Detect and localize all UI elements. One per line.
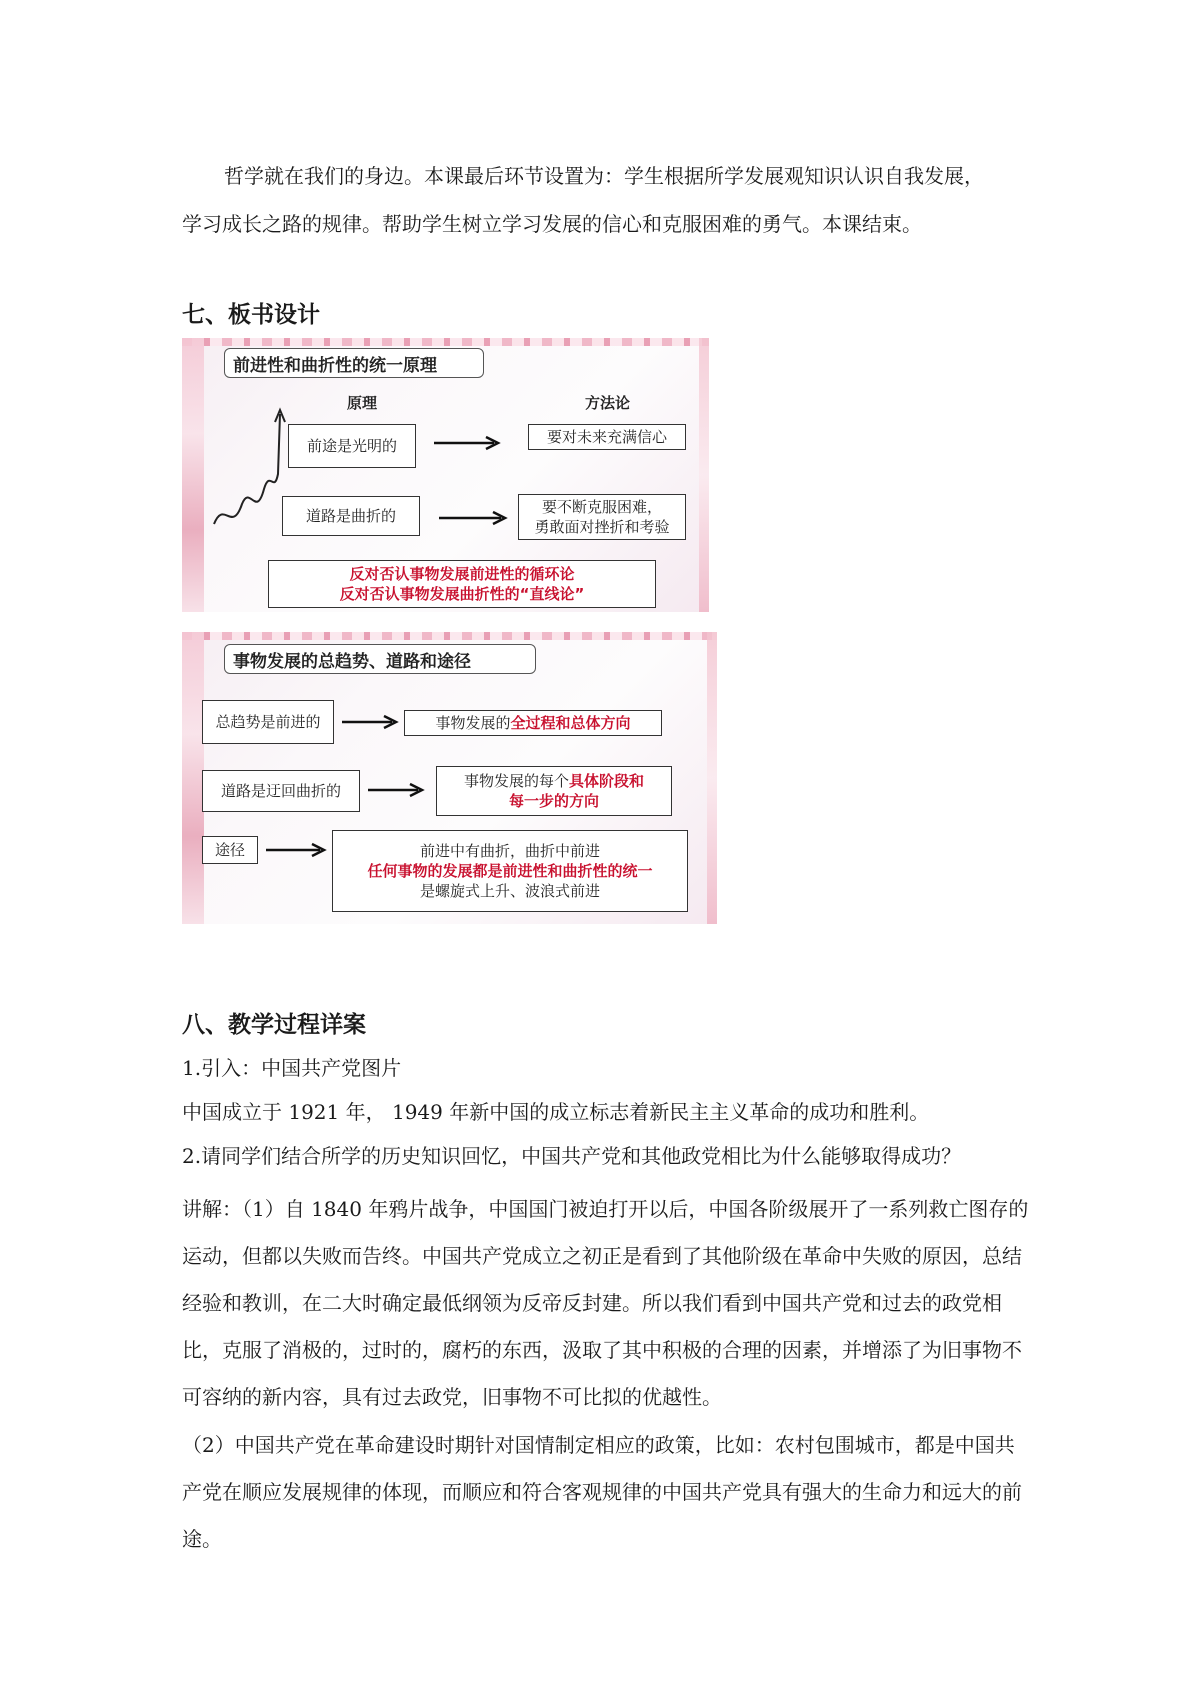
board1-oppose-box xyxy=(268,560,656,608)
board1-col-principle: 原理 xyxy=(347,394,378,412)
board2-row1-right xyxy=(404,710,662,736)
board2-row2-right-red2: 每一步的方向 xyxy=(508,792,599,810)
arrow-right-icon xyxy=(340,714,400,730)
board2-row2-left: 道路是迂回曲折的 xyxy=(202,770,360,812)
board2-row2-right-red1: 具体阶段和 xyxy=(569,771,645,790)
board2-row3-line1: 前进中有曲折，曲折中前进 xyxy=(419,841,600,860)
intro-line-2: 学习成长之路的规律。帮助学生树立学习发展的信心和克服困难的勇气。本课结束。 xyxy=(182,212,922,236)
board2-row1-left: 总趋势是前进的 xyxy=(202,700,334,744)
board1-principle-2: 道路是曲折的 xyxy=(282,496,420,536)
board2-row3-right xyxy=(332,830,688,912)
board1-title: 前进性和曲折性的统一原理 xyxy=(224,348,484,378)
explanation-paragraph-1: 讲解：（1）自 1840 年鸦片战争，中国国门被迫打开以后，中国各阶级展开了一系列救亡图存的运动，但都以失败而告终。中国共产党成立之初正是看到了其他阶级在革命中失败的原因，总结经验和教训，在二大时确定最低纲领为反帝反封建。所以我们看到中国共产党和过去的政党相比，克服了消极的，过时的，腐朽的东西，汲取了其中积极的合理的因素，并增添了为旧事物不可容纳的新内容，具有过去政党，旧事物不可比拟的优越性。 xyxy=(182,1197,1029,1409)
board2-row2-right xyxy=(436,766,672,816)
board2-title: 事物发展的总趋势、道路和途径 xyxy=(224,644,536,674)
board1-method-1: 要对未来充满信心 xyxy=(528,424,686,450)
board-design-2 xyxy=(182,632,717,924)
board1-oppose-line2: 反对否认事物发展曲折性的“直线论” xyxy=(339,585,585,603)
board1-oppose-line1: 反对否认事物发展前进性的循环论 xyxy=(349,564,575,583)
board1-principle-1: 前途是光明的 xyxy=(288,424,416,468)
board2-row3-left: 途径 xyxy=(202,836,258,864)
board-design-1 xyxy=(182,338,709,612)
board2-row1-right-plain: 事物发展的 xyxy=(435,713,511,732)
explanation-paragraph-2: （2）中国共产党在革命建设时期针对国情制定相应的政策，比如：农村包围城市，都是中国共产党在顺应发展规律的体现，而顺应和符合客观规律的中国共产党具有强大的生命力和远大的前途。 xyxy=(182,1433,1022,1551)
arrow-right-icon xyxy=(366,782,426,798)
item-1-text: 中国成立于 1921 年， 1949 年新中国的成立标志着新民主主义革命的成功和胜利。 xyxy=(182,1100,930,1124)
arrow-right-icon xyxy=(264,842,328,858)
board2-row3-line3: 是螺旋式上升、波浪式前进 xyxy=(419,882,600,901)
intro-line-1: 哲学就在我们的身边。本课最后环节设置为：学生根据所学发展观知识认识自我发展， xyxy=(224,164,984,188)
board1-col-method: 方法论 xyxy=(585,394,631,412)
section-8-heading: 八、教学过程详案 xyxy=(182,1012,366,1038)
board1-method-2-line2: 勇敢面对挫折和考验 xyxy=(534,518,670,536)
board2-row2-right-plain: 事物发展的每个 xyxy=(463,771,569,790)
board2-row1-right-red: 全过程和总体方向 xyxy=(510,713,631,732)
arrow-right-icon xyxy=(432,435,502,451)
board2-row3-line2: 任何事物的发展都是前进性和曲折性的统一 xyxy=(367,861,653,880)
section-7-heading: 七、板书设计 xyxy=(182,302,320,328)
item-1: 1.引入：中国共产党图片 xyxy=(182,1056,402,1080)
item-2: 2.请同学们结合所学的历史知识回忆，中国共产党和其他政党相比为什么能够取得成功？ xyxy=(182,1144,962,1168)
arrow-right-icon xyxy=(437,510,509,526)
zigzag-rising-arrow-icon xyxy=(212,404,292,529)
board1-method-2-line1: 要不断克服困难， xyxy=(541,497,662,516)
board1-method-2 xyxy=(518,494,686,540)
